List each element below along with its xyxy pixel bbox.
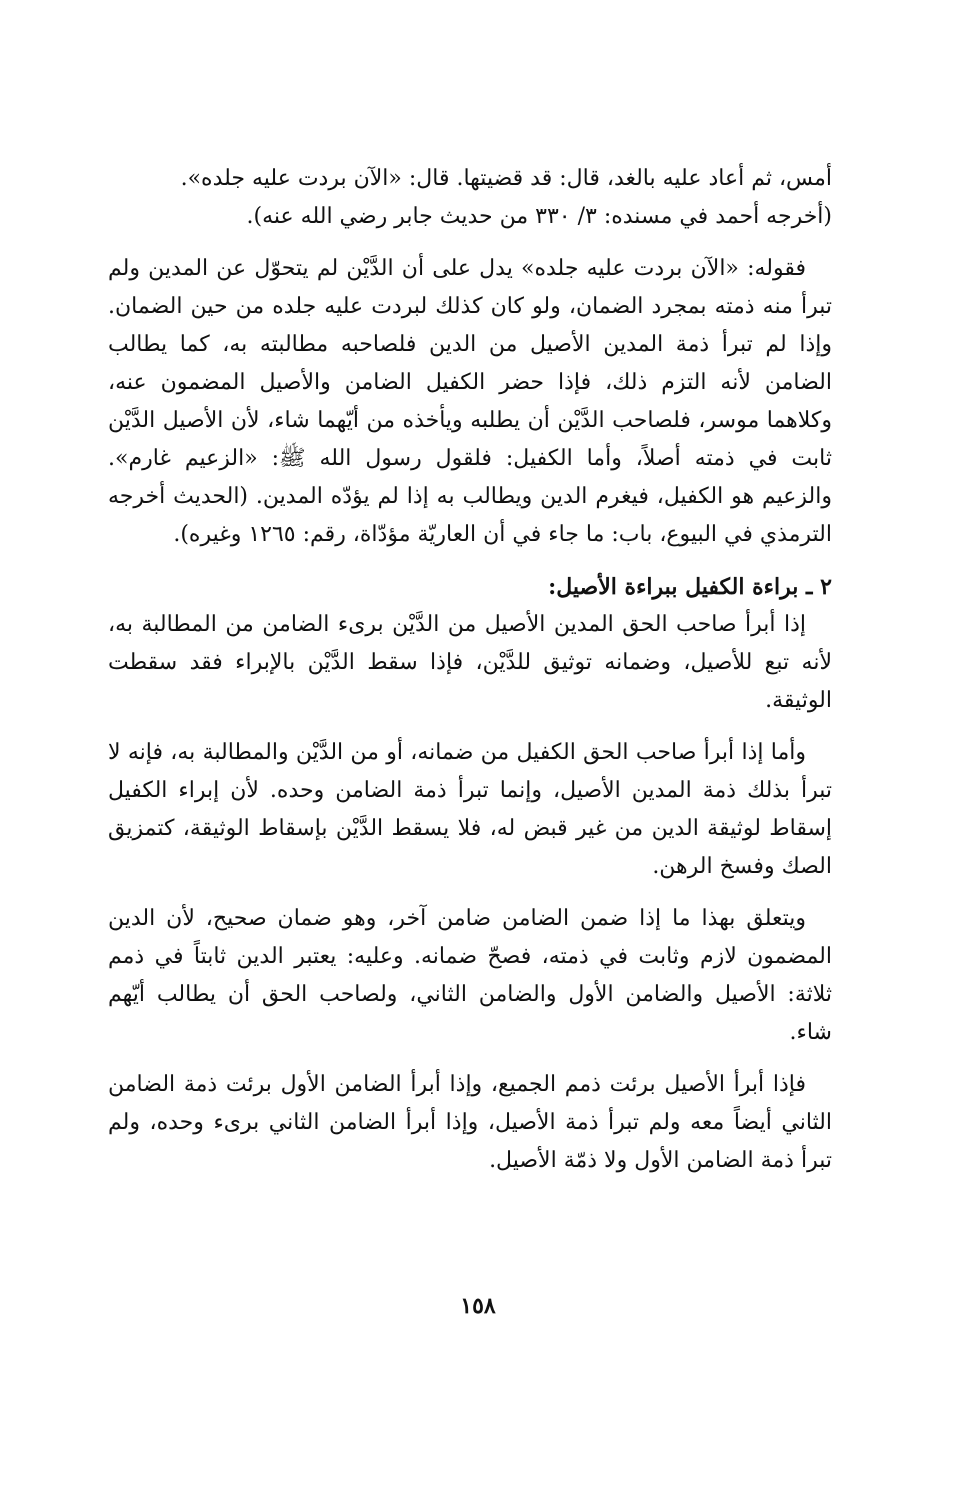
body-paragraph-4: ويتعلق بهذا ما إذا ضمن الضامن ضامن آخر، وهو ضمان صحيح، لأن الدين المضمون لازم وثابت في ذمته، فصحّ ضمانه. وعليه: يعتبر الدين ثابتاً في ذمم ثلاثة: الأصيل والضامن الأول والضامن الثاني، ولصاحب الحق أن يطالب أيّهم شاء. xyxy=(108,906,832,1045)
section-heading: ٢ ـ براءة الكفيل ببراءة الأصيل: xyxy=(548,574,832,600)
main-text xyxy=(108,160,832,1180)
body-paragraph-5: فإذا أبرأ الأصيل برئت ذمم الجميع، وإذا أبرأ الضامن الأول برئت ذمة الضامن الثاني أيضاً معه ولم تبرأ ذمة الأصيل، وإذا أبرأ الضامن الثاني برىء وحده، ولم تبرأ ذمة الضامن الأول ولا ذمّة الأصيل. xyxy=(108,1072,832,1173)
body-paragraph-2: إذا أبرأ صاحب الحق المدين الأصيل من الدَّيْن برىء الضامن من المطالبة به، لأنه تبع للأصيل، وضمانه توثيق للدَّيْن، فإذا سقط الدَّيْن بالإبراء فقد سقطت الوثيقة. xyxy=(108,612,832,713)
citation-paragraph: (أخرجه أحمد في مسنده: ٣/ ٣٣٠ من حديث جابر رضي الله عنه). xyxy=(246,204,832,229)
intro-paragraph: أمس، ثم أعاد عليه بالغد، قال: قد قضيتها. قال: «الآن بردت عليه جلده». xyxy=(180,166,832,191)
body-paragraph-1: فقوله: «الآن بردت عليه جلده» يدل على أن الدَّيْن لم يتحوّل عن المدين ولم تبرأ منه ذمته بمجرد الضمان، ولو كان كذلك لبردت عليه جلده من حين الضمان. وإذا لم تبرأ ذمة المدين الأصيل من الدين فلصاحبه مطالبته به، كما يطالب الضامن لأنه التزم ذلك، فإذا حضر الكفيل الضامن والأصيل المضمون عنه، وكلاهما موسر، فلصاحب الدَّيْن أن يطلبه ويأخذه من أيّهما شاء، لأن الأصيل الدَّيْن ثابت في ذمته أصلاً، وأما الكفيل: فلقول رسول الله ﷺ: «الزعيم غارم». والزعيم هو الكفيل، فيغرم الدين ويطالب به إذا لم يؤدّه المدين. (الحديث أخرجه الترمذي في البيوع، باب: ما جاء في أن العاريّة مؤدّاة، رقم: ١٢٦٥ وغيره). xyxy=(108,256,832,547)
page-number: ١٥٨ xyxy=(460,1293,496,1319)
body-paragraph-3: وأما إذا أبرأ صاحب الحق الكفيل من ضمانه، أو من الدَّيْن والمطالبة به، فإنه لا تبرأ بذلك ذمة المدين الأصيل، وإنما تبرأ ذمة الضامن وحده. لأن إبراء الكفيل إسقاط لوثيقة الدين من غير قبض له، فلا يسقط الدَّيْن بإسقاط الوثيقة، كتمزيق الصك وفسخ الرهن. xyxy=(108,740,832,879)
